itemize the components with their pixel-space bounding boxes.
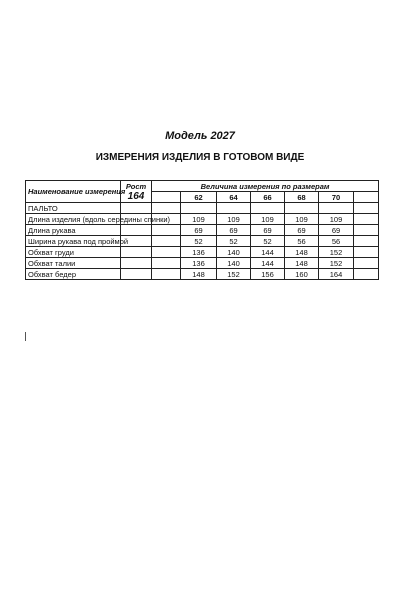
size-column-header: 66: [251, 192, 285, 203]
empty-cell: [354, 247, 379, 258]
measurement-value: 148: [285, 258, 319, 269]
table-row: [26, 214, 379, 225]
empty-cell: [354, 236, 379, 247]
empty-cell: [354, 258, 379, 269]
table-row: [26, 236, 379, 247]
document-title: ИЗМЕРЕНИЯ ИЗДЕЛИЯ В ГОТОВОМ ВИДЕ: [95, 152, 305, 163]
empty-cell: [152, 236, 181, 247]
size-column-blank: [152, 192, 181, 203]
measurement-value: 52: [181, 236, 217, 247]
size-column-header: 62: [181, 192, 217, 203]
measurements-table: [25, 180, 379, 280]
measurement-value: 160: [285, 269, 319, 280]
measurement-name: Длина рукава: [26, 225, 121, 236]
measurement-value: 136: [181, 247, 217, 258]
empty-cell: [354, 269, 379, 280]
measurement-value: 52: [251, 236, 285, 247]
measurement-value: 69: [251, 225, 285, 236]
measurement-value: 148: [285, 247, 319, 258]
size-column-header: 70: [319, 192, 354, 203]
empty-cell: [121, 247, 152, 258]
growth-header: [121, 181, 152, 203]
measurement-value: 136: [181, 258, 217, 269]
measurement-value: 152: [319, 258, 354, 269]
empty-cell: [152, 247, 181, 258]
empty-cell: [121, 269, 152, 280]
measurement-value: 56: [319, 236, 354, 247]
section-row: [26, 203, 379, 214]
measurement-name: Длина изделия (вдоль середины спинки): [26, 214, 121, 225]
growth-value: 164: [127, 191, 145, 202]
magnitude-header: Величина измерения по размерам: [152, 181, 379, 192]
empty-cell: [354, 214, 379, 225]
measurement-value: 140: [217, 247, 251, 258]
table-row: [26, 258, 379, 269]
size-column-header: 68: [285, 192, 319, 203]
measurement-name: Ширина рукава под проймой: [26, 236, 121, 247]
measurement-value: 164: [319, 269, 354, 280]
measurement-value: 148: [181, 269, 217, 280]
empty-cell: [354, 203, 379, 214]
measurement-value: 109: [251, 214, 285, 225]
table-row: [26, 269, 379, 280]
measurement-value: 69: [319, 225, 354, 236]
table-row: [26, 225, 379, 236]
model-title: Модель 2027: [165, 130, 235, 142]
measurement-value: 144: [251, 258, 285, 269]
empty-cell: [152, 258, 181, 269]
measurement-value: 52: [217, 236, 251, 247]
measurement-name: Обхват груди: [26, 247, 121, 258]
empty-cell: [121, 203, 152, 214]
growth-label: Рост: [125, 182, 147, 191]
empty-cell: [152, 269, 181, 280]
empty-cell: [251, 203, 285, 214]
empty-cell: [217, 203, 251, 214]
measurement-name: Обхват бедер: [26, 269, 121, 280]
measurement-value: 109: [285, 214, 319, 225]
measurement-value: 109: [319, 214, 354, 225]
empty-cell: [152, 203, 181, 214]
empty-cell: [354, 225, 379, 236]
measurement-value: 69: [181, 225, 217, 236]
section-label: ПАЛЬТО: [26, 203, 121, 214]
size-column-header: 64: [217, 192, 251, 203]
measurement-value: 152: [217, 269, 251, 280]
measurement-value: 109: [181, 214, 217, 225]
empty-cell: [181, 203, 217, 214]
measurement-value: 156: [251, 269, 285, 280]
table-header-row-top: [26, 181, 379, 192]
measurement-name: Обхват талии: [26, 258, 121, 269]
empty-cell: [152, 225, 181, 236]
table-row: [26, 247, 379, 258]
text-cursor-mark: [25, 332, 26, 341]
name-column-header: Наименование измерения: [26, 181, 121, 203]
empty-cell: [319, 203, 354, 214]
measurement-value: 140: [217, 258, 251, 269]
measurement-value: 152: [319, 247, 354, 258]
empty-cell: [121, 258, 152, 269]
measurement-value: 69: [285, 225, 319, 236]
size-column-blank: [354, 192, 379, 203]
empty-cell: [285, 203, 319, 214]
measurement-value: 109: [217, 214, 251, 225]
empty-cell: [121, 225, 152, 236]
measurement-value: 69: [217, 225, 251, 236]
measurement-value: 56: [285, 236, 319, 247]
measurement-value: 144: [251, 247, 285, 258]
